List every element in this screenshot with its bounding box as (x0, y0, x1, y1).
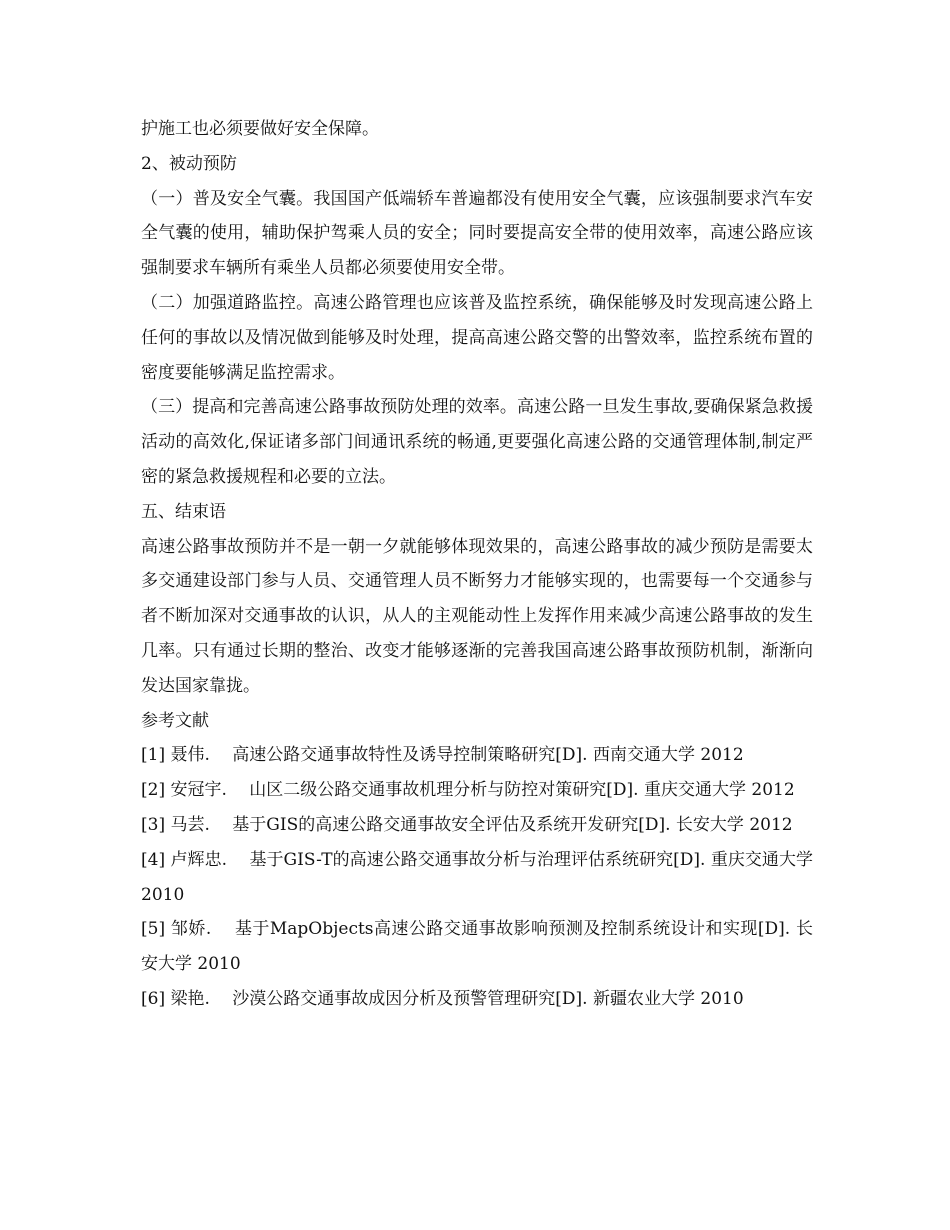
document-body (141, 112, 819, 1017)
paragraph-accident-efficiency: （三）提高和完善高速公路事故预防处理的效率。高速公路一旦发生事故,要确保紧急救援活动的高效化,保证诸多部门间通讯系统的畅通,更要强化高速公路的交通管理体制,制定严密的紧急救援规程和必要的立法。 (141, 397, 813, 487)
reference-item-4: [4] 卢辉忠. 基于GIS-T的高速公路交通事故分析与治理评估系统研究[D]. 重庆交通大学 2010 (141, 849, 819, 905)
reference-item-6: [6] 梁艳. 沙漠公路交通事故成因分析及预警管理研究[D]. 新疆农业大学 2010 (141, 988, 744, 1009)
reference-item-3: [3] 马芸. 基于GIS的高速公路交通事故安全评估及系统开发研究[D]. 长安大学 2012 (141, 814, 793, 835)
paragraph-road-monitoring: （二）加强道路监控。高速公路管理也应该普及监控系统，确保能够及时发现高速公路上任何的事故以及情况做到能够及时处理，提高高速公路交警的出警效率，监控系统布置的密度要能够满足监控需求。 (141, 292, 813, 383)
paragraph-airbag: （一）普及安全气囊。我国国产低端轿车普遍都没有使用安全气囊，应该强制要求汽车安全气囊的使用，辅助保护驾乘人员的安全；同时要提高安全带的使用效率，高速公路应该强制要求车辆所有乘坐人员都必须要使用安全带。 (141, 188, 813, 279)
reference-item-2: [2] 安冠宇. 山区二级公路交通事故机理分析与防控对策研究[D]. 重庆交通大学 2012 (141, 780, 795, 801)
paragraph-conclusion: 高速公路事故预防并不是一朝一夕就能够体现效果的，高速公路事故的减少预防是需要太多交通建设部门参与人员、交通管理人员不断努力才能够实现的，也需要每一个交通参与者不断加深对交通事故的认识，从人的主观能动性上发挥作用来减少高速公路事故的发生几率。只有通过长期的整治、改变才能够逐渐的完善我国高速公路事故预防机制，渐渐向发达国家靠拢。 (141, 536, 813, 696)
paragraph-safety-guarantee: 护施工也必须要做好安全保障。 (141, 119, 379, 139)
heading-conclusion: 五、结束语 (141, 501, 226, 522)
reference-item-1: [1] 聂伟. 高速公路交通事故特性及诱导控制策略研究[D]. 西南交通大学 2012 (141, 745, 744, 766)
heading-references: 参考文献 (141, 710, 209, 731)
reference-item-5: [5] 邹娇. 基于MapObjects高速公路交通事故影响预测及控制系统设计和实现[D]. 长安大学 2010 (141, 919, 813, 975)
heading-passive-prevention: 2、被动预防 (141, 153, 237, 174)
